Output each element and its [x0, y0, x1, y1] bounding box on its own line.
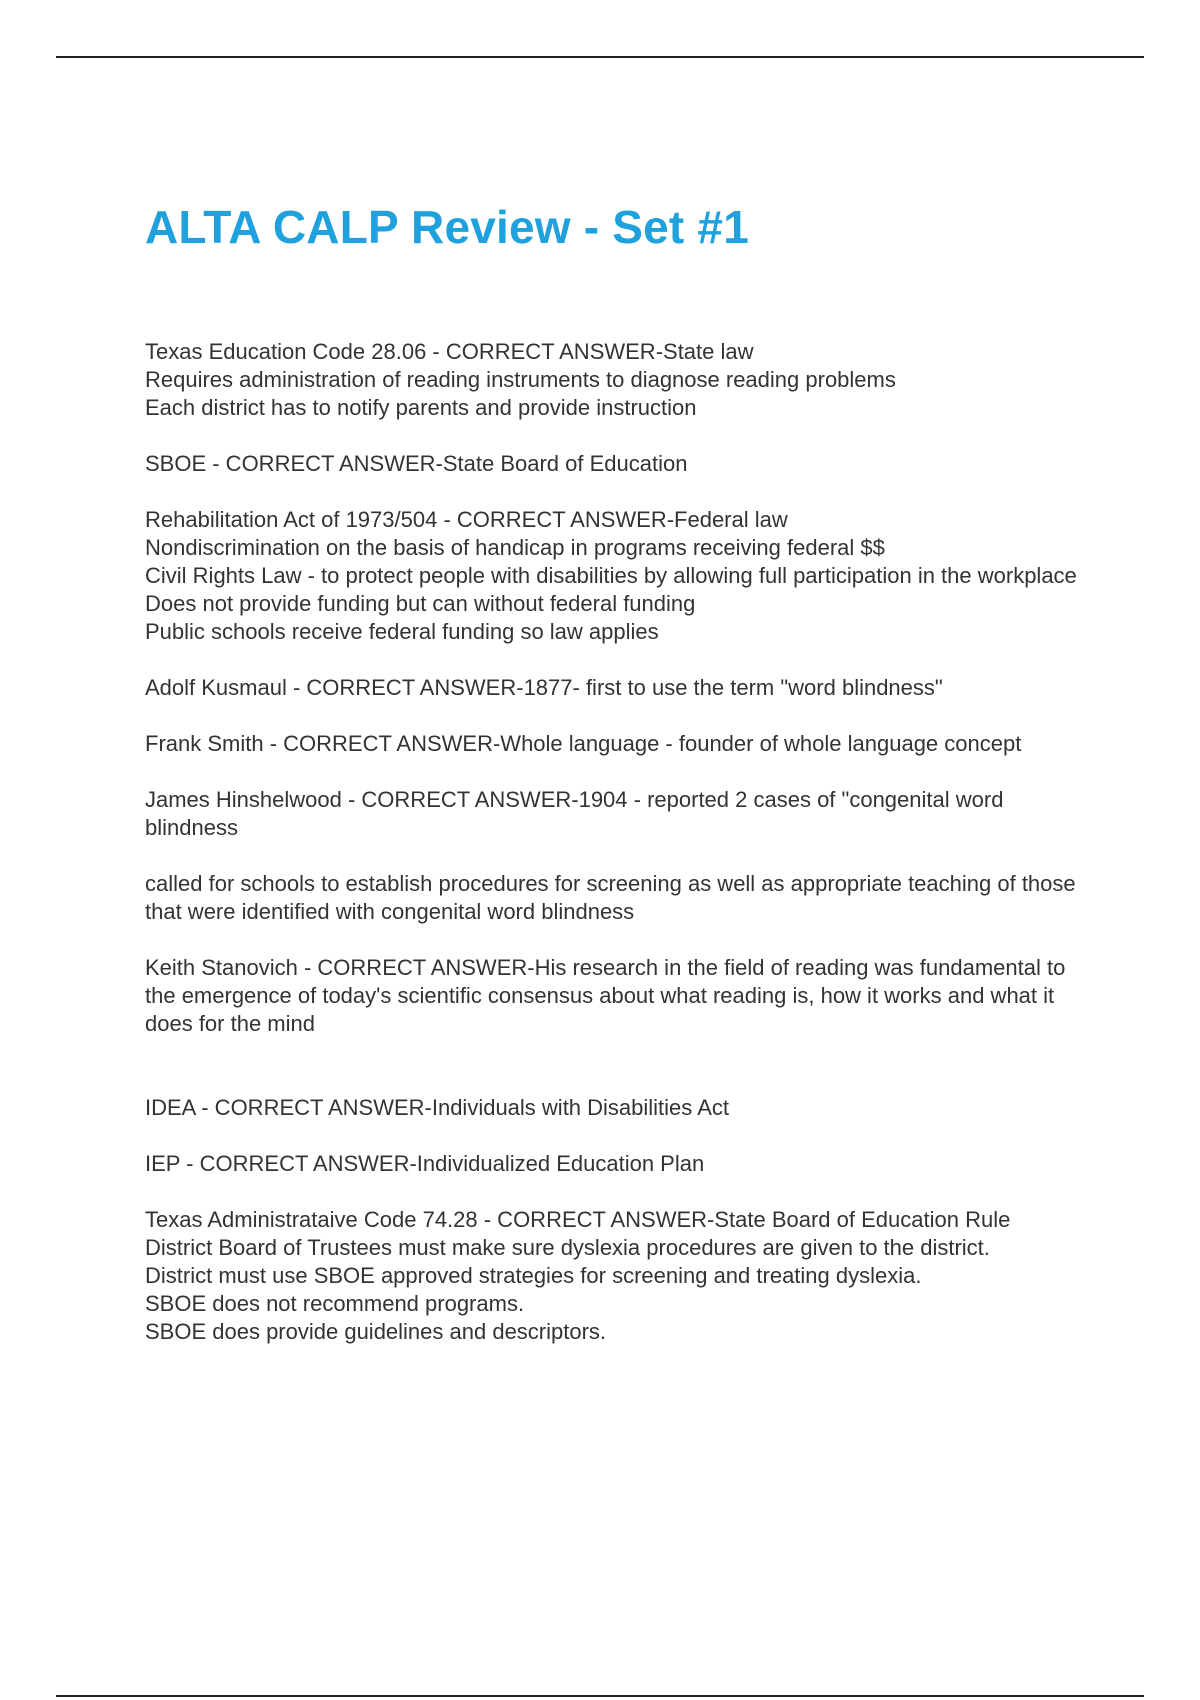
entry-line: IDEA - CORRECT ANSWER-Individuals with Disabilities Act	[145, 1095, 729, 1120]
entry-line: Rehabilitation Act of 1973/504 - CORRECT ANSWER-Federal law	[145, 507, 788, 532]
qa-entry	[145, 1094, 1085, 1122]
entry-line: Texas Administrataive Code 74.28 - CORRECT ANSWER-State Board of Education Rule	[145, 1207, 1011, 1232]
qa-entry	[145, 1206, 1085, 1346]
entry-line: Each district has to notify parents and provide instruction	[145, 395, 697, 420]
qa-entry	[145, 1150, 1085, 1178]
entry-line: Frank Smith - CORRECT ANSWER-Whole language - founder of whole language concept	[145, 731, 1022, 756]
entry-line: Requires administration of reading instruments to diagnose reading problems	[145, 367, 896, 392]
entry-line: called for schools to establish procedures for screening as well as appropriate teaching of those that were identified with congenital word blindness	[145, 871, 1076, 924]
entry-line: Nondiscrimination on the basis of handicap in programs receiving federal $$	[145, 535, 885, 560]
qa-entry	[145, 786, 1085, 842]
entry-line: SBOE does not recommend programs.	[145, 1291, 525, 1316]
entry-line: District Board of Trustees must make sure dyslexia procedures are given to the district.	[145, 1235, 990, 1260]
entry-line: Public schools receive federal funding so law applies	[145, 619, 659, 644]
entry-line: Texas Education Code 28.06 - CORRECT ANSWER-State law	[145, 339, 754, 364]
qa-entry	[145, 338, 1085, 422]
qa-entry	[145, 674, 1085, 702]
bottom-rule	[56, 1695, 1144, 1697]
entry-line: SBOE - CORRECT ANSWER-State Board of Education	[145, 451, 688, 476]
qa-list	[145, 338, 1085, 1374]
entry-line: Does not provide funding but can without federal funding	[145, 591, 696, 616]
top-rule	[56, 56, 1144, 58]
entry-line: IEP - CORRECT ANSWER-Individualized Education Plan	[145, 1151, 705, 1176]
entry-line: James Hinshelwood - CORRECT ANSWER-1904 - reported 2 cases of "congenital word blindness	[145, 787, 1004, 840]
entry-line: Civil Rights Law - to protect people with disabilities by allowing full participation in the workplace	[145, 563, 1077, 588]
entry-line: Adolf Kusmaul - CORRECT ANSWER-1877- first to use the term "word blindness"	[145, 675, 943, 700]
document-title: ALTA CALP Review - Set #1	[145, 201, 749, 253]
qa-entry	[145, 506, 1085, 646]
entry-line: District must use SBOE approved strategies for screening and treating dyslexia.	[145, 1263, 922, 1288]
entry-line: SBOE does provide guidelines and descriptors.	[145, 1319, 607, 1344]
qa-entry	[145, 870, 1085, 926]
qa-entry	[145, 730, 1085, 758]
qa-entry	[145, 954, 1085, 1038]
entry-line: Keith Stanovich - CORRECT ANSWER-His research in the field of reading was fundamental to the emergence of today's scientific consensus about what reading is, how it works and what it does for the mind	[145, 955, 1066, 1036]
qa-entry	[145, 450, 1085, 478]
